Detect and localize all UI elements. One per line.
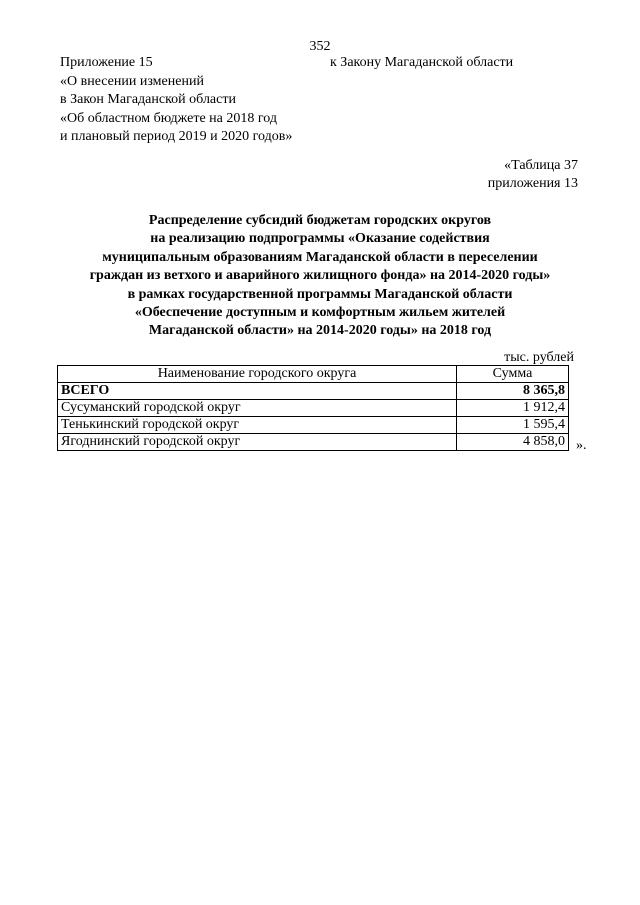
appendix-header-line: «О внесении изменений xyxy=(60,73,204,89)
table-reference xyxy=(488,157,578,193)
appendix-header xyxy=(60,54,292,147)
district-name: Ягоднинский городской округ xyxy=(58,434,457,451)
table-row xyxy=(58,434,569,451)
district-name: Сусуманский городской округ xyxy=(58,400,457,417)
table-row xyxy=(58,400,569,417)
document-title xyxy=(0,212,640,341)
total-value: 8 365,8 xyxy=(457,383,569,400)
column-header-name: Наименование городского округа xyxy=(58,366,457,383)
title-line: на реализацию подпрограммы «Оказание содействия xyxy=(150,231,490,247)
district-sum: 4 858,0 xyxy=(457,434,569,451)
appendix-header-line: и плановый период 2019 и 2020 годов» xyxy=(60,129,293,144)
page-number: 352 xyxy=(309,39,331,54)
title-line: в рамках государственной программы Магаданской области xyxy=(127,286,513,302)
unit-label: тыс. рублей xyxy=(504,350,574,365)
title-line: Распределение субсидий бюджетам городских округов xyxy=(148,213,492,228)
appendix-header-line: «Об областном бюджете на 2018 год xyxy=(60,110,277,126)
title-line: «Обеспечение доступным и комфортным жильем жителей xyxy=(134,305,506,321)
district-name: Тенькинский городской округ xyxy=(58,417,457,434)
closing-quote: ». xyxy=(576,438,587,453)
appendix-header-line: в Закон Магаданской области xyxy=(60,92,236,107)
appendix-header-line: Приложение 15 xyxy=(60,55,153,70)
column-header-sum: Сумма xyxy=(457,366,569,383)
district-sum: 1 595,4 xyxy=(457,417,569,434)
table-header-row xyxy=(58,366,569,383)
law-reference: к Закону Магаданской области xyxy=(330,55,514,70)
total-label: ВСЕГО xyxy=(58,383,457,400)
table-reference-line: приложения 13 xyxy=(487,176,578,191)
subsidy-table xyxy=(57,365,569,451)
table-row xyxy=(58,417,569,434)
title-line: муниципальным образованиям Магаданской области в переселении xyxy=(102,249,538,265)
district-sum: 1 912,4 xyxy=(457,400,569,417)
title-line: Магаданской области» на 2014-2020 годы» на 2018 год xyxy=(148,323,492,339)
table-row-total xyxy=(58,383,569,400)
table-reference-line: «Таблица 37 xyxy=(504,158,578,173)
title-line: граждан из ветхого и аварийного жилищного фонда» на 2014-2020 годы» xyxy=(89,268,551,284)
